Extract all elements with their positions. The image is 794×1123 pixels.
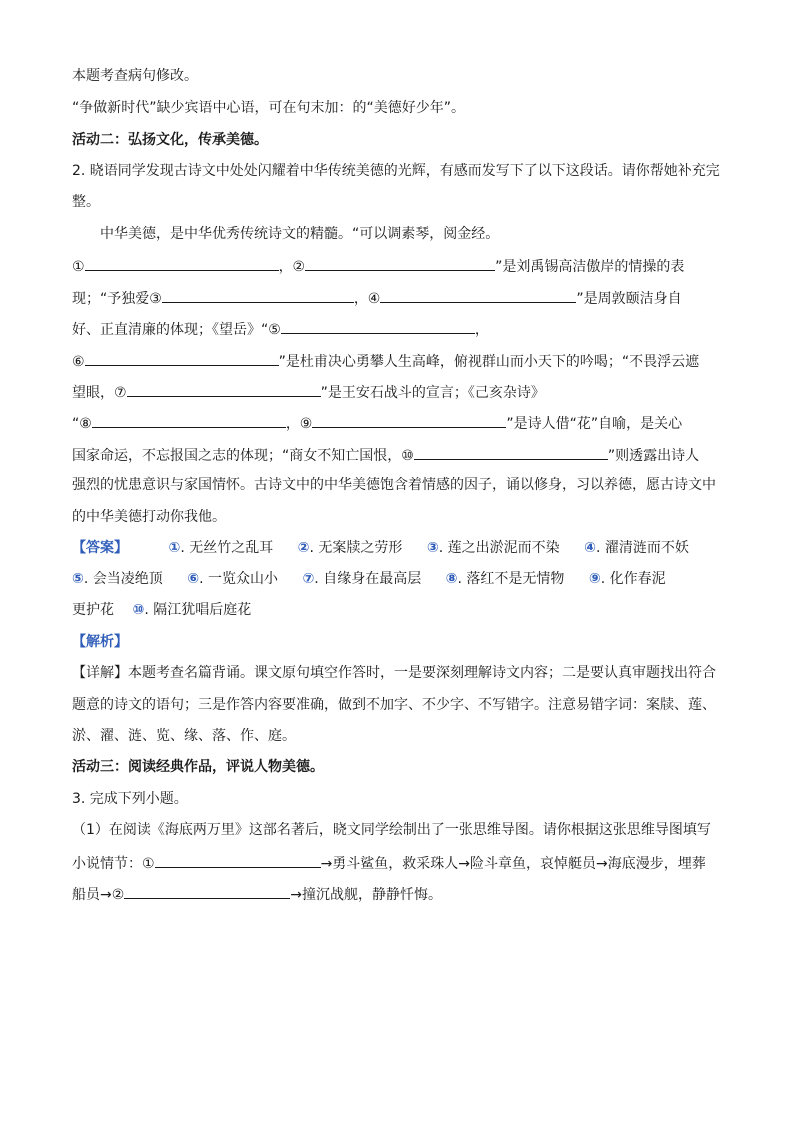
answer-blank[interactable]	[85, 350, 279, 366]
text-fragment: ”是杜甫决心勇攀人生高峰，俯视群山而小天下的吟喝；“不畏浮云遮	[278, 354, 700, 370]
answer-text: . 无案牍之劳形	[309, 540, 403, 556]
analysis-line	[72, 663, 716, 683]
answer-number: ①	[168, 540, 181, 556]
passage-line: 的中华美德打动你我他。	[72, 509, 226, 525]
paragraph: 本题考查病句修改。	[72, 68, 198, 84]
text-fragment: “⑧	[72, 416, 92, 432]
answer-number: ⑩	[132, 602, 145, 618]
text-fragment: 望眼，⑦	[72, 385, 127, 401]
section-heading: 活动二：弘扬文化，传承美德。	[72, 132, 268, 148]
paragraph: “争做新时代”缺少宾语中心语，可在句末加：的“美德好少年”。	[72, 100, 466, 116]
answer-blank[interactable]	[162, 287, 354, 303]
text-fragment: ”是刘禹锡高洁傲岸的情操的表	[495, 259, 685, 275]
text-fragment: ”是周敦颐洁身自	[576, 291, 682, 307]
answer-number: ④	[584, 540, 596, 556]
answer-blank[interactable]	[305, 255, 495, 271]
text-fragment: ，④	[353, 291, 381, 307]
answer-text: . 隔江犹唱后庭花	[144, 602, 252, 618]
text-fragment: →撞沉战舰，静静忏悔。	[290, 887, 443, 903]
answer-label: 【答案】	[72, 540, 128, 556]
passage-line	[72, 852, 706, 874]
passage-line	[72, 883, 442, 905]
answer-text: . 落红不是无情物	[457, 571, 565, 587]
passage-line	[72, 287, 682, 309]
answer-blank[interactable]	[281, 318, 475, 334]
answer-number: ⑧	[445, 571, 458, 587]
analysis-label: 【解析】	[72, 634, 128, 650]
answer-text: . 会当凌绝顶	[83, 571, 163, 587]
text-fragment: 现；“予独爱③	[72, 291, 162, 307]
analysis-line: 题意的诗文的语句；三是作答内容要准确，做到不加字、不少字、不写错字。注意易错字词：案牍、莲、	[72, 697, 716, 713]
answer-blank[interactable]	[92, 412, 286, 428]
text-fragment: 国家命运，不忘报国之志的体现；“商女不知亡国恨，⑩	[72, 448, 414, 464]
analysis-text: 本题考查名篇背诵。课文原句填空作答时，一是要深刻理解诗文内容；二是要认真审题找出符合	[128, 665, 716, 681]
passage-line: 强烈的忧患意识与家国情怀。古诗文中的中华美德饱含着情感的因子，诵以修身，习以养德，愿古诗文中	[72, 477, 716, 493]
text-fragment: →勇斗鲨鱼，救采珠人→险斗章鱼，哀悼艇员→海底漫步，埋葬	[320, 856, 706, 872]
passage-line	[72, 381, 545, 403]
text-fragment: 船员→②	[72, 887, 125, 903]
passage-line	[72, 350, 699, 372]
passage-line	[72, 444, 699, 466]
answer-blank[interactable]	[85, 255, 279, 271]
question-stem: （1）在阅读《海底两万里》这部名著后，晓文同学绘制出了一张思维导图。请你根据这张思维导图填写	[72, 822, 711, 838]
answer-number: ⑥	[187, 571, 200, 587]
answer-blank[interactable]	[124, 883, 290, 899]
answer-text: . 莲之出淤泥而不染	[438, 540, 560, 556]
question-stem: 2. 晓语同学发现古诗文中处处闪耀着中华传统美德的光辉，有感而发写下了以下这段话。请你帮她补充完	[72, 163, 720, 179]
answer-line	[72, 600, 251, 620]
detail-label: 【详解】	[72, 665, 128, 681]
section-heading: 活动三：阅读经典作品，评说人物美德。	[72, 759, 324, 775]
answer-text: 更护花	[72, 602, 114, 618]
text-fragment: ，	[474, 322, 489, 338]
answer-text: . 化作春泥	[600, 571, 666, 587]
answer-text: . 自缘身在最高层	[314, 571, 422, 587]
text-fragment: ，⑨	[285, 416, 313, 432]
passage-line	[72, 255, 684, 277]
answer-line	[72, 538, 689, 558]
answer-blank[interactable]	[127, 381, 321, 397]
answer-line	[72, 569, 666, 589]
text-fragment: ⑥	[72, 354, 85, 370]
text-fragment: ”是诗人借“花”自喻，是关心	[506, 416, 683, 432]
passage-intro: 中华美德，是中华优秀传统诗文的精髓。“可以调素琴，阅金经。	[100, 226, 500, 242]
text-fragment: 小说情节：①	[72, 856, 155, 872]
answer-blank[interactable]	[380, 287, 576, 303]
answer-blank[interactable]	[155, 852, 321, 868]
passage-line	[72, 318, 489, 340]
answer-number: ⑨	[588, 571, 601, 587]
text-fragment: ”是王安石战斗的宣言；《己亥杂诗》	[320, 385, 545, 401]
question-stem: 整。	[72, 194, 100, 210]
answer-number: ③	[426, 540, 439, 556]
answer-number: ②	[297, 540, 310, 556]
answer-number: ⑦	[302, 571, 315, 587]
answer-text: . 一览众山小	[199, 571, 278, 587]
answer-blank[interactable]	[414, 444, 608, 460]
analysis-line: 淤、濯、涟、览、缘、落、作、庭。	[72, 728, 296, 744]
answer-blank[interactable]	[312, 412, 506, 428]
passage-line	[72, 412, 682, 434]
text-fragment: ”则透露出诗人	[607, 448, 700, 464]
answer-text: . 濯清涟而不妖	[595, 540, 689, 556]
text-fragment: 好、正直清廉的体现；《望岳》“⑤	[72, 322, 281, 338]
blank-number: ①	[72, 259, 85, 275]
question-stem: 3. 完成下列小题。	[72, 791, 188, 807]
answer-text: . 无丝竹之乱耳	[180, 540, 274, 556]
answer-number: ⑤	[72, 571, 84, 587]
text-fragment: ，②	[278, 259, 306, 275]
